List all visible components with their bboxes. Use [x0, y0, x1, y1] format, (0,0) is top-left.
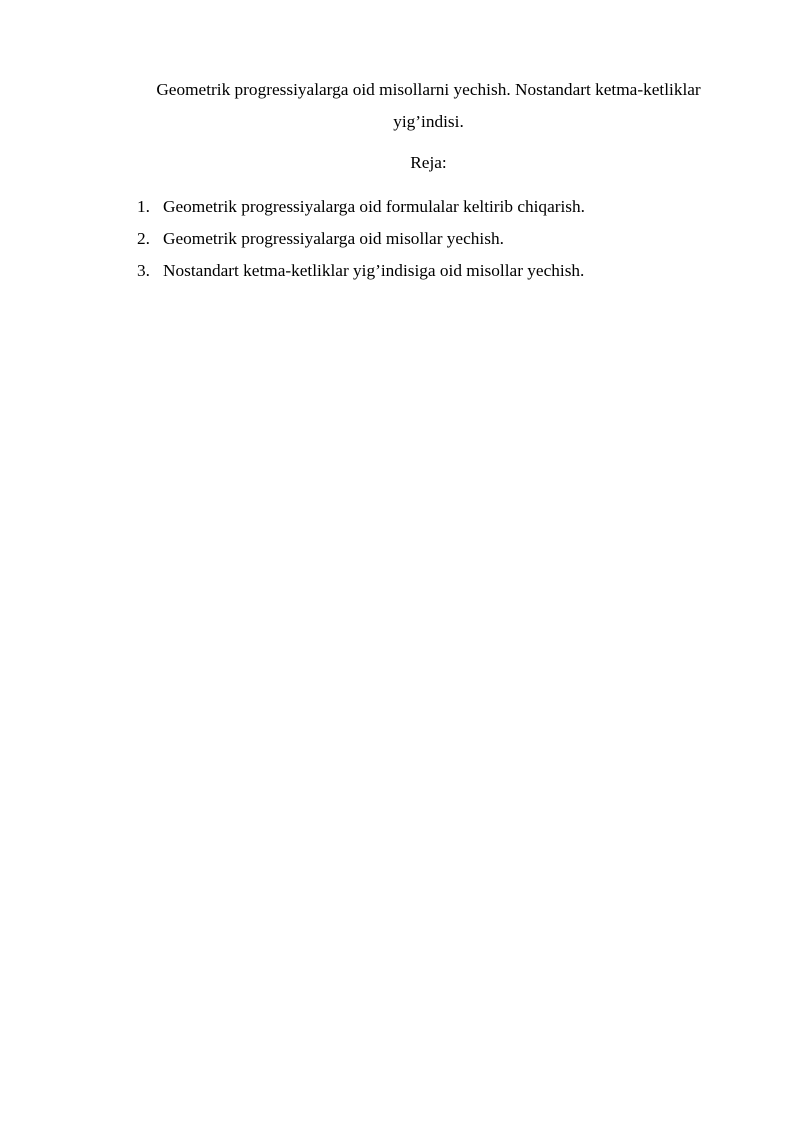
plan-item-number: 2. — [137, 229, 150, 248]
plan-item-number: 3. — [137, 261, 150, 280]
document-title-line-2: yig’indisi. — [393, 112, 464, 131]
plan-item-text: Nostandart ketma-ketliklar yig’indisiga oid misollar yechish. — [163, 261, 585, 280]
plan-heading: Reja: — [410, 153, 447, 172]
plan-item-text: Geometrik progressiyalarga oid formulalar keltirib chiqarish. — [163, 197, 585, 216]
document-title — [110, 74, 747, 138]
document-title-line-1: Geometrik progressiyalarga oid misollarni yechish. Nostandart ketma-ketliklar — [156, 80, 701, 99]
plan-item-text: Geometrik progressiyalarga oid misollar yechish. — [163, 229, 504, 248]
plan-item-number: 1. — [137, 197, 150, 216]
